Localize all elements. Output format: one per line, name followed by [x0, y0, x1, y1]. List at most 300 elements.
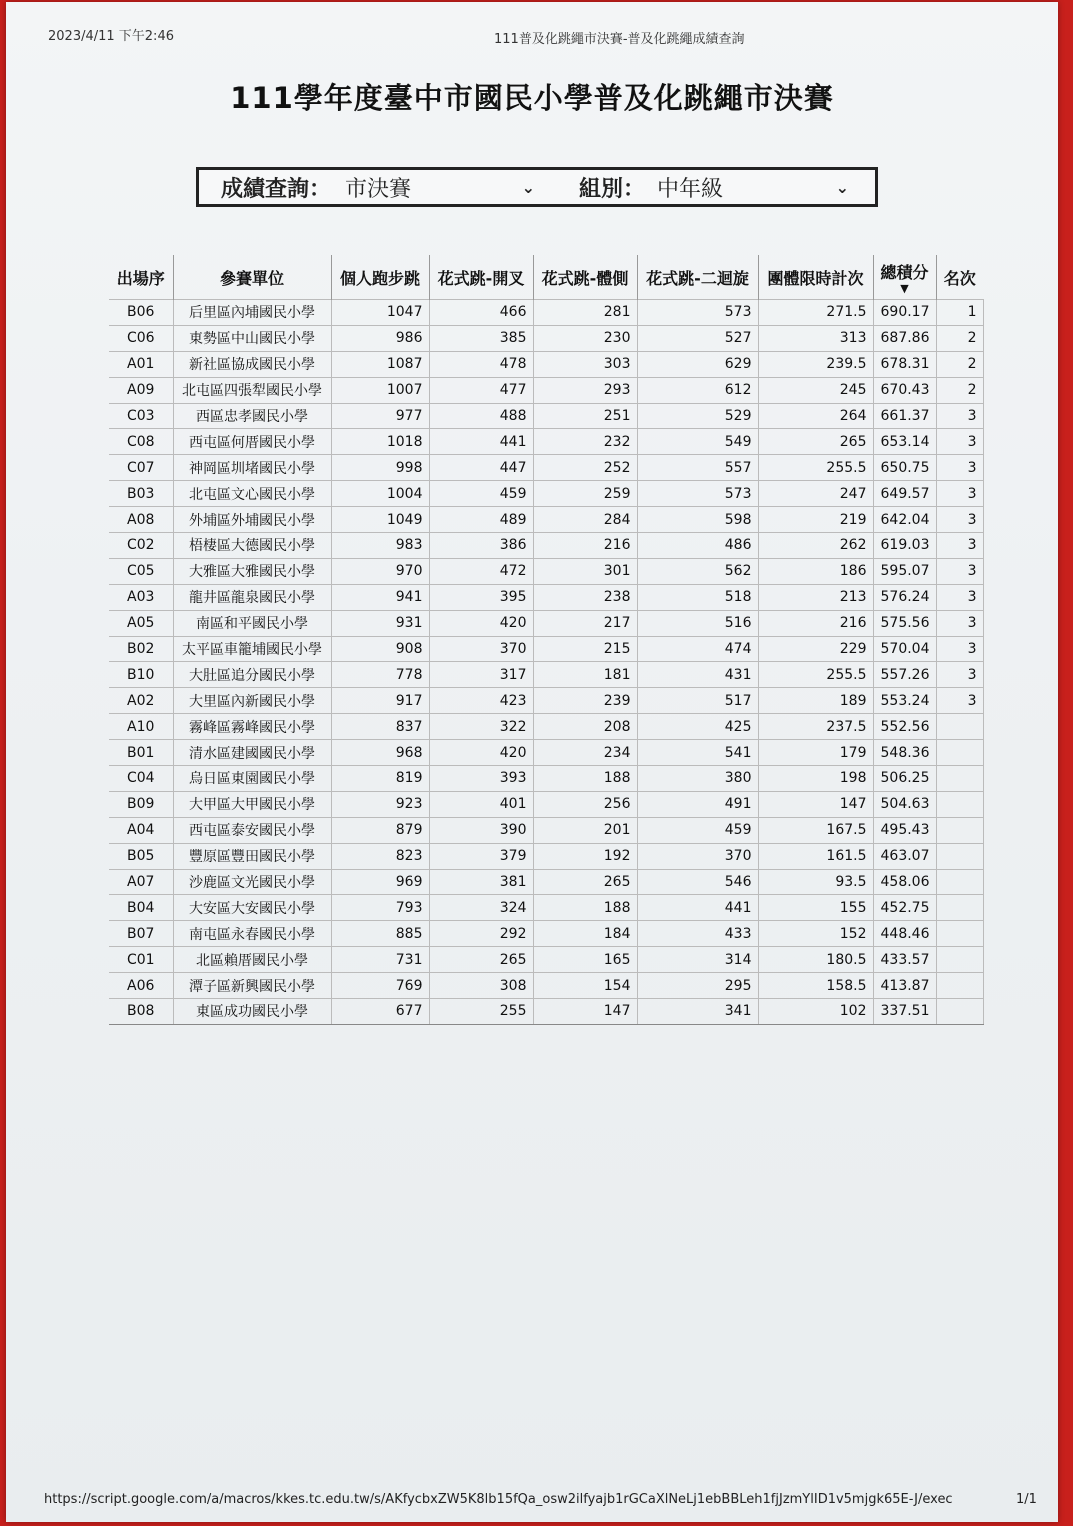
cell-order: B02	[109, 636, 173, 662]
cell-unit: 潭子區新興國民小學	[173, 973, 331, 999]
cell-unit: 大甲區大甲國民小學	[173, 791, 331, 817]
cell-order: A08	[109, 507, 173, 533]
cell-team-timed: 186	[758, 558, 873, 584]
cell-team-timed: 93.5	[758, 869, 873, 895]
cell-rank	[936, 973, 983, 999]
cell-running-jump: 731	[331, 947, 429, 973]
table-row	[109, 610, 983, 636]
cell-team-timed: 239.5	[758, 351, 873, 377]
cell-unit: 清水區建國國民小學	[173, 740, 331, 766]
results-table	[109, 255, 984, 1025]
cell-running-jump: 977	[331, 403, 429, 429]
cell-fancy-split: 488	[429, 403, 533, 429]
cell-rank: 3	[936, 403, 983, 429]
cell-running-jump: 941	[331, 584, 429, 610]
table-row	[109, 843, 983, 869]
filter-bar	[196, 167, 878, 207]
cell-unit: 大里區內新國民小學	[173, 688, 331, 714]
cell-team-timed: 271.5	[758, 300, 873, 326]
cell-order: A03	[109, 584, 173, 610]
cell-total-score: 653.14	[873, 429, 936, 455]
cell-rank: 3	[936, 558, 983, 584]
cell-unit: 大安區大安國民小學	[173, 895, 331, 921]
cell-team-timed: 158.5	[758, 973, 873, 999]
cell-team-timed: 102	[758, 999, 873, 1025]
cell-fancy-side: 201	[533, 817, 637, 843]
cell-order: C06	[109, 325, 173, 351]
cell-running-jump: 917	[331, 688, 429, 714]
cell-fancy-side: 208	[533, 714, 637, 740]
cell-fancy-double: 370	[637, 843, 758, 869]
cell-running-jump: 769	[331, 973, 429, 999]
cell-team-timed: 255.5	[758, 662, 873, 688]
cell-fancy-side: 154	[533, 973, 637, 999]
cell-fancy-side: 239	[533, 688, 637, 714]
cell-fancy-double: 549	[637, 429, 758, 455]
cell-fancy-split: 466	[429, 300, 533, 326]
cell-unit: 北區賴厝國民小學	[173, 947, 331, 973]
cell-team-timed: 247	[758, 481, 873, 507]
cell-total-score: 661.37	[873, 403, 936, 429]
cell-running-jump: 1004	[331, 481, 429, 507]
cell-team-timed: 155	[758, 895, 873, 921]
cell-team-timed: 189	[758, 688, 873, 714]
query-select-value: 市決賽	[345, 176, 412, 202]
cell-running-jump: 923	[331, 791, 429, 817]
cell-fancy-double: 474	[637, 636, 758, 662]
cell-total-score: 463.07	[873, 843, 936, 869]
page-title: 111學年度臺中市國民小學普及化跳繩市決賽	[230, 81, 834, 115]
cell-rank	[936, 791, 983, 817]
cell-rank	[936, 714, 983, 740]
cell-fancy-split: 381	[429, 869, 533, 895]
cell-fancy-side: 281	[533, 300, 637, 326]
cell-team-timed: 262	[758, 533, 873, 559]
table-row	[109, 351, 983, 377]
cell-fancy-double: 518	[637, 584, 758, 610]
cell-rank: 2	[936, 377, 983, 403]
cell-total-score: 433.57	[873, 947, 936, 973]
cell-fancy-double: 629	[637, 351, 758, 377]
cell-fancy-side: 301	[533, 558, 637, 584]
cell-rank: 3	[936, 584, 983, 610]
cell-rank: 2	[936, 351, 983, 377]
cell-order: C03	[109, 403, 173, 429]
cell-unit: 霧峰區霧峰國民小學	[173, 714, 331, 740]
chevron-down-icon: ⌄	[521, 177, 536, 197]
cell-fancy-split: 255	[429, 999, 533, 1025]
header-team-timed[interactable]: 團體限時計次	[758, 255, 873, 300]
cell-fancy-double: 425	[637, 714, 758, 740]
cell-order: A05	[109, 610, 173, 636]
cell-team-timed: 313	[758, 325, 873, 351]
cell-fancy-side: 303	[533, 351, 637, 377]
cell-unit: 東區成功國民小學	[173, 999, 331, 1025]
cell-fancy-side: 184	[533, 921, 637, 947]
table-row	[109, 714, 983, 740]
cell-fancy-double: 557	[637, 455, 758, 481]
cell-running-jump: 969	[331, 869, 429, 895]
cell-fancy-double: 431	[637, 662, 758, 688]
print-page-number: 1/1	[1016, 1492, 1037, 1507]
cell-team-timed: 237.5	[758, 714, 873, 740]
cell-unit: 豐原區豐田國民小學	[173, 843, 331, 869]
cell-total-score: 458.06	[873, 869, 936, 895]
cell-running-jump: 908	[331, 636, 429, 662]
group-select-value: 中年級	[657, 176, 724, 202]
table-row	[109, 325, 983, 351]
cell-running-jump: 837	[331, 714, 429, 740]
cell-order: C01	[109, 947, 173, 973]
cell-fancy-double: 517	[637, 688, 758, 714]
cell-running-jump: 998	[331, 455, 429, 481]
cell-fancy-split: 489	[429, 507, 533, 533]
cell-team-timed: 147	[758, 791, 873, 817]
cell-unit: 北屯區文心國民小學	[173, 481, 331, 507]
cell-fancy-split: 308	[429, 973, 533, 999]
cell-total-score: 448.46	[873, 921, 936, 947]
cell-fancy-side: 188	[533, 895, 637, 921]
header-total-label: 總積分	[880, 263, 929, 282]
cell-rank	[936, 895, 983, 921]
cell-total-score: 619.03	[873, 533, 936, 559]
cell-fancy-split: 478	[429, 351, 533, 377]
header-fancy-split[interactable]: 花式跳-開叉	[429, 255, 533, 300]
cell-rank	[936, 869, 983, 895]
cell-rank: 3	[936, 610, 983, 636]
cell-team-timed: 179	[758, 740, 873, 766]
table-row	[109, 377, 983, 403]
cell-fancy-split: 324	[429, 895, 533, 921]
table-row	[109, 869, 983, 895]
cell-running-jump: 1018	[331, 429, 429, 455]
cell-order: C08	[109, 429, 173, 455]
cell-team-timed: 213	[758, 584, 873, 610]
cell-order: B09	[109, 791, 173, 817]
cell-fancy-side: 165	[533, 947, 637, 973]
cell-order: C05	[109, 558, 173, 584]
cell-unit: 大肚區追分國民小學	[173, 662, 331, 688]
cell-total-score: 452.75	[873, 895, 936, 921]
print-datetime: 2023/4/11 下午2:46	[48, 29, 174, 44]
cell-order: B06	[109, 300, 173, 326]
cell-fancy-split: 265	[429, 947, 533, 973]
cell-order: A06	[109, 973, 173, 999]
cell-fancy-double: 516	[637, 610, 758, 636]
header-total-score[interactable]	[873, 255, 936, 300]
cell-fancy-double: 380	[637, 766, 758, 792]
cell-fancy-side: 217	[533, 610, 637, 636]
cell-fancy-double: 491	[637, 791, 758, 817]
cell-running-jump: 970	[331, 558, 429, 584]
table-row	[109, 584, 983, 610]
cell-total-score: 337.51	[873, 999, 936, 1025]
group-label: 組別：	[579, 176, 646, 202]
cell-order: B10	[109, 662, 173, 688]
header-unit[interactable]: 參賽單位	[173, 255, 331, 300]
cell-fancy-double: 441	[637, 895, 758, 921]
group-select[interactable]	[657, 172, 849, 203]
table-row	[109, 999, 983, 1025]
cell-unit: 南屯區永春國民小學	[173, 921, 331, 947]
cell-order: B01	[109, 740, 173, 766]
table-row	[109, 817, 983, 843]
cell-unit: 梧棲區大德國民小學	[173, 533, 331, 559]
cell-unit: 東勢區中山國民小學	[173, 325, 331, 351]
cell-fancy-side: 259	[533, 481, 637, 507]
cell-fancy-split: 395	[429, 584, 533, 610]
cell-order: A09	[109, 377, 173, 403]
cell-team-timed: 245	[758, 377, 873, 403]
cell-rank: 3	[936, 429, 983, 455]
cell-fancy-split: 441	[429, 429, 533, 455]
cell-rank	[936, 921, 983, 947]
cell-running-jump: 793	[331, 895, 429, 921]
header-order[interactable]: 出場序	[116, 268, 165, 288]
table-row	[109, 636, 983, 662]
cell-running-jump: 885	[331, 921, 429, 947]
cell-team-timed: 161.5	[758, 843, 873, 869]
table-row	[109, 455, 983, 481]
print-url: https://script.google.com/a/macros/kkes.tc.edu.tw/s/AKfycbxZW5K8lb15fQa_osw2ilfyajb1rGCaXlNeLj1ebBBLeh1fjJzmYlID1v5mjgk65E-J/exec	[44, 1492, 953, 1507]
table-row	[109, 507, 983, 533]
cell-fancy-side: 293	[533, 377, 637, 403]
cell-fancy-side: 238	[533, 584, 637, 610]
table-row	[109, 766, 983, 792]
cell-fancy-split: 385	[429, 325, 533, 351]
cell-fancy-side: 230	[533, 325, 637, 351]
table-row	[109, 895, 983, 921]
cell-fancy-split: 390	[429, 817, 533, 843]
cell-running-jump: 879	[331, 817, 429, 843]
cell-unit: 北屯區四張犁國民小學	[173, 377, 331, 403]
cell-running-jump: 931	[331, 610, 429, 636]
cell-total-score: 687.86	[873, 325, 936, 351]
cell-order: B04	[109, 895, 173, 921]
cell-team-timed: 198	[758, 766, 873, 792]
cell-unit: 龍井區龍泉國民小學	[173, 584, 331, 610]
cell-fancy-split: 420	[429, 610, 533, 636]
cell-total-score: 504.63	[873, 791, 936, 817]
cell-rank: 1	[936, 300, 983, 326]
cell-unit: 南區和平國民小學	[173, 610, 331, 636]
cell-order: A07	[109, 869, 173, 895]
cell-running-jump: 823	[331, 843, 429, 869]
cell-total-score: 595.07	[873, 558, 936, 584]
table-row	[109, 740, 983, 766]
cell-rank	[936, 947, 983, 973]
cell-fancy-side: 252	[533, 455, 637, 481]
cell-team-timed: 216	[758, 610, 873, 636]
cell-unit: 外埔區外埔國民小學	[173, 507, 331, 533]
cell-total-score: 575.56	[873, 610, 936, 636]
cell-running-jump: 1047	[331, 300, 429, 326]
cell-rank	[936, 843, 983, 869]
cell-order: B08	[109, 999, 173, 1025]
table-row	[109, 533, 983, 559]
cell-fancy-side: 215	[533, 636, 637, 662]
cell-fancy-split: 459	[429, 481, 533, 507]
cell-total-score: 552.56	[873, 714, 936, 740]
table-row	[109, 921, 983, 947]
cell-running-jump: 778	[331, 662, 429, 688]
cell-fancy-split: 393	[429, 766, 533, 792]
cell-team-timed: 219	[758, 507, 873, 533]
cell-fancy-double: 486	[637, 533, 758, 559]
cell-total-score: 650.75	[873, 455, 936, 481]
cell-total-score: 570.04	[873, 636, 936, 662]
cell-order: C07	[109, 455, 173, 481]
table-row	[109, 300, 983, 326]
cell-total-score: 649.57	[873, 481, 936, 507]
cell-fancy-double: 529	[637, 403, 758, 429]
cell-unit: 神岡區圳堵國民小學	[173, 455, 331, 481]
cell-fancy-double: 598	[637, 507, 758, 533]
table-row	[109, 791, 983, 817]
cell-fancy-side: 234	[533, 740, 637, 766]
cell-fancy-double: 433	[637, 921, 758, 947]
table-row	[109, 429, 983, 455]
cell-fancy-split: 401	[429, 791, 533, 817]
cell-fancy-double: 562	[637, 558, 758, 584]
cell-running-jump: 677	[331, 999, 429, 1025]
query-select[interactable]	[345, 172, 535, 203]
table-row	[109, 973, 983, 999]
cell-unit: 新社區協成國民小學	[173, 351, 331, 377]
header-rank[interactable]: 名次	[936, 255, 983, 300]
cell-total-score: 670.43	[873, 377, 936, 403]
cell-fancy-side: 265	[533, 869, 637, 895]
cell-team-timed: 229	[758, 636, 873, 662]
table-row	[109, 662, 983, 688]
cell-running-jump: 968	[331, 740, 429, 766]
cell-order: B03	[109, 481, 173, 507]
cell-team-timed: 255.5	[758, 455, 873, 481]
cell-team-timed: 152	[758, 921, 873, 947]
table-row	[109, 481, 983, 507]
cell-rank: 3	[936, 507, 983, 533]
cell-rank	[936, 766, 983, 792]
cell-rank: 3	[936, 688, 983, 714]
cell-fancy-side: 192	[533, 843, 637, 869]
cell-unit: 大雅區大雅國民小學	[173, 558, 331, 584]
header-fancy-double[interactable]: 花式跳-二迴旋	[637, 255, 758, 300]
cell-fancy-split: 322	[429, 714, 533, 740]
cell-unit: 西屯區泰安國民小學	[173, 817, 331, 843]
cell-fancy-double: 527	[637, 325, 758, 351]
print-page-title: 111普及化跳繩市決賽-普及化跳繩成績查詢	[494, 32, 745, 47]
printed-page	[6, 2, 1058, 1522]
cell-order: A04	[109, 817, 173, 843]
cell-fancy-side: 216	[533, 533, 637, 559]
query-label: 成績查詢：	[221, 176, 332, 202]
cell-team-timed: 264	[758, 403, 873, 429]
cell-fancy-double: 459	[637, 817, 758, 843]
cell-unit: 沙鹿區文光國民小學	[173, 869, 331, 895]
cell-rank	[936, 999, 983, 1025]
cell-unit: 西屯區何厝國民小學	[173, 429, 331, 455]
cell-fancy-double: 612	[637, 377, 758, 403]
cell-fancy-split: 423	[429, 688, 533, 714]
cell-fancy-split: 379	[429, 843, 533, 869]
cell-fancy-double: 546	[637, 869, 758, 895]
cell-order: C04	[109, 766, 173, 792]
table-row	[109, 688, 983, 714]
cell-fancy-split: 317	[429, 662, 533, 688]
cell-rank: 3	[936, 662, 983, 688]
cell-running-jump: 1087	[331, 351, 429, 377]
header-running-jump[interactable]: 個人跑步跳	[331, 255, 429, 300]
cell-total-score: 506.25	[873, 766, 936, 792]
cell-order: C02	[109, 533, 173, 559]
cell-total-score: 553.24	[873, 688, 936, 714]
cell-fancy-side: 181	[533, 662, 637, 688]
chevron-down-icon: ⌄	[835, 177, 850, 197]
table-row	[109, 403, 983, 429]
cell-order: B07	[109, 921, 173, 947]
cell-fancy-split: 447	[429, 455, 533, 481]
table-row	[109, 558, 983, 584]
cell-team-timed: 265	[758, 429, 873, 455]
cell-rank: 2	[936, 325, 983, 351]
cell-unit: 后里區內埔國民小學	[173, 300, 331, 326]
cell-fancy-split: 370	[429, 636, 533, 662]
cell-fancy-split: 386	[429, 533, 533, 559]
cell-fancy-double: 573	[637, 300, 758, 326]
cell-order: A01	[109, 351, 173, 377]
cell-fancy-double: 541	[637, 740, 758, 766]
cell-fancy-double: 314	[637, 947, 758, 973]
cell-fancy-side: 256	[533, 791, 637, 817]
cell-total-score: 413.87	[873, 973, 936, 999]
cell-total-score: 548.36	[873, 740, 936, 766]
cell-rank: 3	[936, 481, 983, 507]
cell-fancy-side: 251	[533, 403, 637, 429]
cell-fancy-double: 573	[637, 481, 758, 507]
cell-fancy-side: 284	[533, 507, 637, 533]
cell-rank: 3	[936, 636, 983, 662]
cell-rank: 3	[936, 455, 983, 481]
cell-fancy-side: 232	[533, 429, 637, 455]
cell-rank	[936, 817, 983, 843]
table-header-row	[109, 255, 983, 300]
cell-running-jump: 1007	[331, 377, 429, 403]
header-fancy-side[interactable]: 花式跳-體側	[533, 255, 637, 300]
cell-running-jump: 1049	[331, 507, 429, 533]
sort-desc-icon: ▼	[900, 282, 909, 295]
cell-total-score: 495.43	[873, 817, 936, 843]
cell-total-score: 576.24	[873, 584, 936, 610]
cell-order: A02	[109, 688, 173, 714]
cell-total-score: 678.31	[873, 351, 936, 377]
cell-running-jump: 983	[331, 533, 429, 559]
cell-fancy-double: 295	[637, 973, 758, 999]
cell-team-timed: 167.5	[758, 817, 873, 843]
table-row	[109, 947, 983, 973]
cell-rank	[936, 740, 983, 766]
cell-unit: 西區忠孝國民小學	[173, 403, 331, 429]
cell-order: A10	[109, 714, 173, 740]
cell-team-timed: 180.5	[758, 947, 873, 973]
cell-running-jump: 986	[331, 325, 429, 351]
cell-fancy-side: 188	[533, 766, 637, 792]
cell-fancy-split: 292	[429, 921, 533, 947]
cell-fancy-side: 147	[533, 999, 637, 1025]
cell-rank: 3	[936, 533, 983, 559]
cell-fancy-split: 420	[429, 740, 533, 766]
cell-fancy-split: 472	[429, 558, 533, 584]
cell-order: B05	[109, 843, 173, 869]
